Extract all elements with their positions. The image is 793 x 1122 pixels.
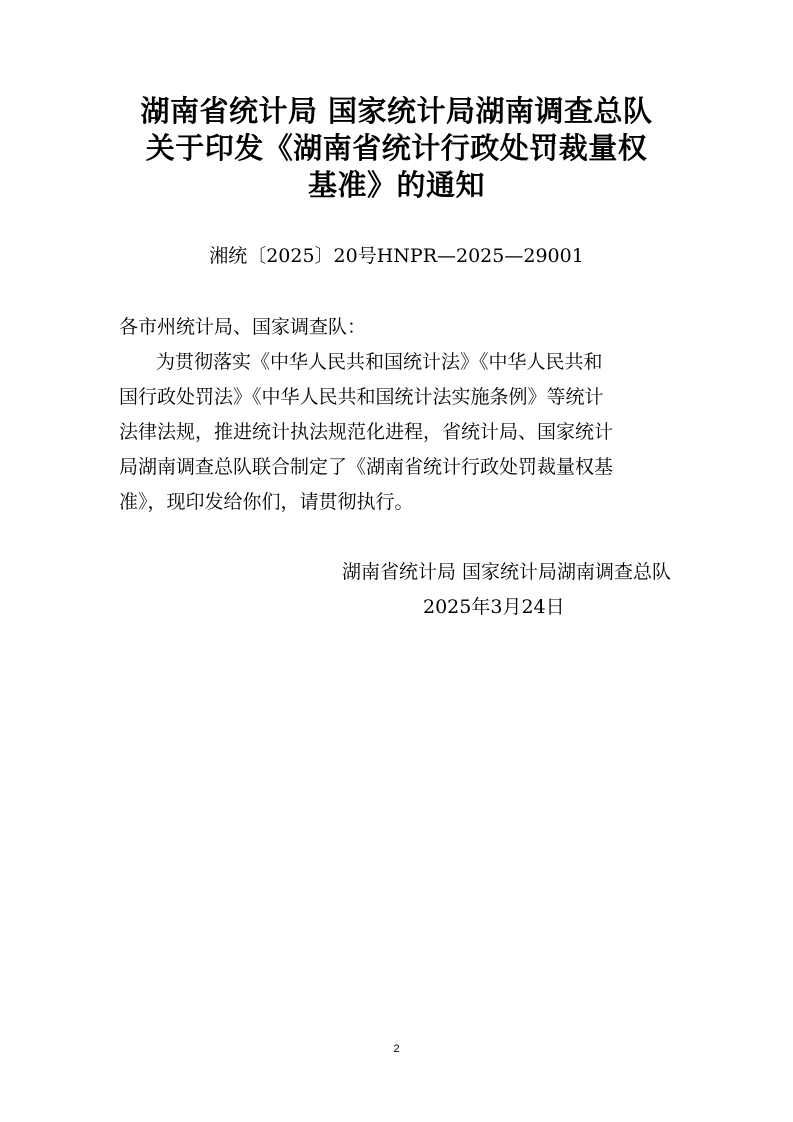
body-line-5: 准》，现印发给你们，请贯彻执行。: [119, 491, 414, 513]
body-line-4: 局湖南调查总队联合制定了《湖南省统计行政处罚裁量权基: [119, 456, 614, 478]
body-line-3: 法律法规，推进统计执法规范化进程，省统计局、国家统计: [119, 421, 614, 443]
title-line-2: 关于印发《湖南省统计行政处罚裁量权: [145, 131, 648, 165]
body-line-2: 国行政处罚法》《中华人民共和国统计法实施条例》等统计: [119, 386, 604, 408]
issue-date: 2025年3月24日: [423, 596, 565, 618]
title-line-1: 湖南省统计局 国家统计局湖南调查总队: [140, 94, 653, 128]
title-line-3: 基准》的通知: [307, 168, 485, 202]
body-line-1: 为贯彻落实《中华人民共和国统计法》《中华人民共和: [156, 351, 603, 373]
addressee: 各市州统计局、国家调查队：: [119, 316, 367, 338]
page-number: 2: [393, 1043, 400, 1055]
signer: 湖南省统计局 国家统计局湖南调查总队: [341, 561, 671, 583]
document-number: 湘统〔2025〕20号HNPR—2025—29001: [209, 245, 584, 267]
